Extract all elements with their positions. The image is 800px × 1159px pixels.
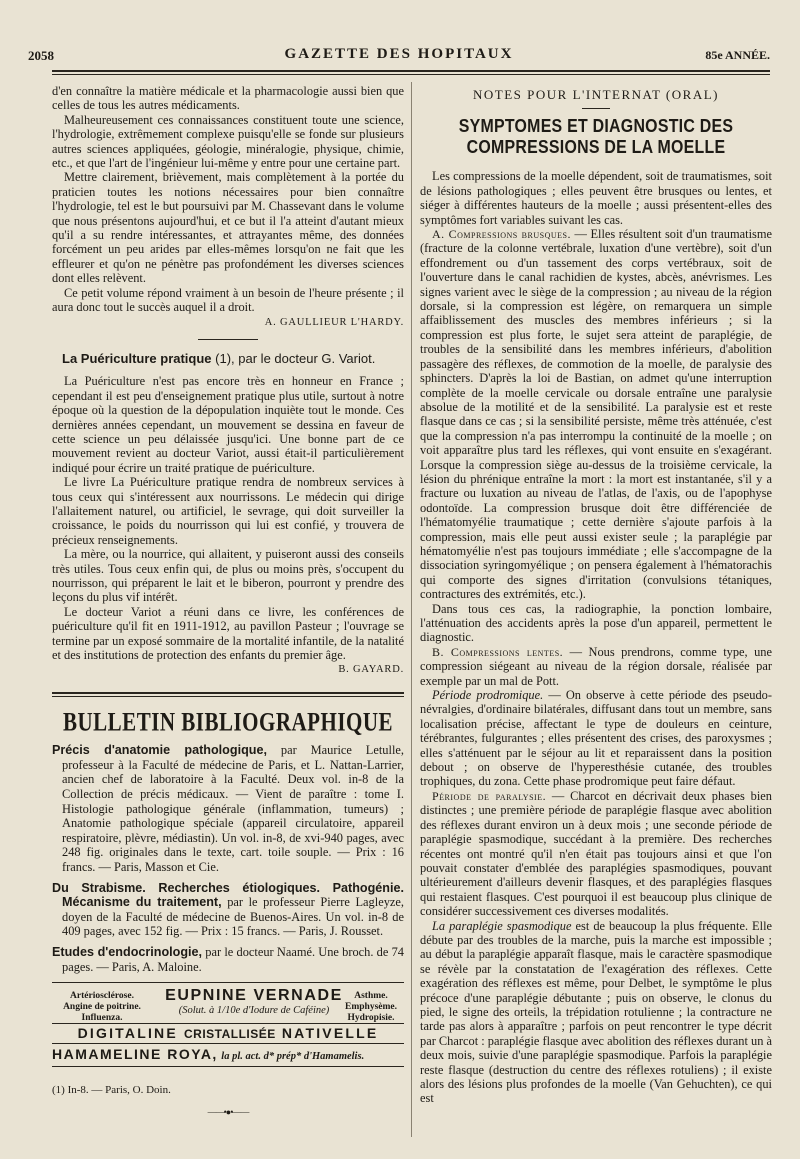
signature: B. GAYARD. [338, 664, 404, 676]
bib-text: par le professeur Pierre Lagleyze, doyen de la Faculté de médecine de Buenos-Aires. Un vol. in-8 de 409 pages, avec 152 fig. — Prix : 15 francs. — Paris, J. Rousset. [62, 895, 404, 939]
bibliography-entry [52, 743, 404, 874]
paragraph: Les compressions de la moelle dépendent, soit de traumatismes, soit de lésions pathologiques ; elles peuvent être brusques ou lentes, et siéger à différentes hauteurs de la moelle ; aussi présentent-elles des symptômes fort variables suivant les cas. [420, 169, 772, 227]
right-column [420, 84, 772, 1139]
bibliography-entry [52, 881, 404, 939]
bib-title: Etudes d'endocrinologie, [52, 944, 203, 959]
subsection-heading: A. Compressions brusques. [432, 227, 571, 242]
column-divider [411, 82, 412, 1137]
ad-indication: Artériosclérose. [70, 991, 134, 1002]
paragraph: d'en connaître la matière médicale et la pharmacologie aussi bien que celles de tous les autres médicaments. [52, 84, 404, 113]
paragraph-text: est de beaucoup la plus fréquente. Elle débute par des troubles de la marche, puis la marche est impossible ; au début la paraplégie apparaît flasque, mais le caractère spasmodique se révèle par la constatation de l'exagération des réflexes. Cette exagération des réflexes est même, pour Delbet, le symptôme le plus précoce d'une paraplégie débutante ; puis on observe, le clonus du pied, le signe des orteils, la trépidation rotulienne ; la contracture ne tarde pas alors à apparaître ; parfois on peut rencontrer le type décrit par Charcot : paraplégie flasque avec abolition des réflexes durant un à deux mois, suivie d'une paraplégie spasmodique. Parfois la paraplégie reste flasque (destruction du centre des réflexes rotuliens) ; il existe alors des lésions plus profondes de la moelle (Van Gehuchten), ce qui est [420, 918, 773, 1106]
ad-indication: Hydropisie. [347, 1013, 395, 1024]
ad-hamameline [52, 1044, 404, 1067]
paragraph: Ce petit volume répond vraiment à un besoin de l'heure présente ; il aura donc tout le succès auquel il a droit. [52, 285, 404, 315]
journal-title: GAZETTE DES HOPITAUX [284, 46, 514, 62]
paragraph [420, 919, 772, 1106]
paragraph-text: — Elles résultent soit d'un traumatisme (fracture de la colonne vertébrale, luxation d'une vertèbre), soit d'un effondrement ou d'un tassement des corps vertébraux, soit de l'ouverture dans le canal rachidien de kystes, abcès, anévrismes. Les signes varient avec le siège de la compression ; au niveau de la région dorsale, si la compression est légère, on remarquera un simple affaiblissement des muscles des membres inférieurs ; si la compression est plus forte, le sujet sera atteint de paraplégie, de troubles de la sensibilité dans les membres inférieurs, d'abolition passagère des réflexes, de commotion de la moelle, de paralysie des sphincters. D'après la loi de Bastian, on admet qu'une interruption complète de la moelle cervicale ou dorsale entraîne une paralysie absolue de la motilité et de la sensibilité. La paralysie est et reste flasque dans ce cas ; si la sensibilité persiste, même très atténuée, c'est que la compression n'a pas interrompu la continuité de la moelle ; on voit apparaître plus tard les réflexes, qui vont ensuite en s'exagérant. Lorsque la compression siège au-dessus de la troisième cervicale, la lésion du phrénique entraîne la mort : la mort est instantanée, s'il y a fracture ou luxation au niveau de l'atlas, de l'axis, ou de l'apophyse odontoïde. La compression brusque doit être différenciée de l'hématomyélie traumatique ; cette dernière s'ajoute parfois à la compression, mais elle peut aussi exister seule ; la paraplégie par hématomyélie n'est pas toujours immédiate ; elle s'accompagne de la dissociation syringomyélique ; on pensera également à l'hématorachis qui comporte des signes d'irritation (convulsions tétaniques, contractures des extrémités, etc.). [420, 227, 772, 602]
ad-indication: Emphysème. [345, 1002, 397, 1013]
ad-indication: Influenza. [81, 1013, 123, 1024]
section-rule [198, 339, 258, 340]
paragraph-text: — Charcot en décrivait deux phases bien distinctes ; une première période de paraplégie flasque avec abolition des réflexes durant environ un à deux mois ; une seconde période de paraplégie spasmodique, succédant à la première. Des recherches récentes ont montré qu'il n'en était pas toujours ainsi et que l'on pouvait constater d'emblée des paraplégies spasmodiques, pouvant ultérieurement d'ailleurs devenir flasques, et des paraplégies flasques qui restaient flasques. C'est pourquoi il est beaucoup plus clinique de considérer successivement ces diverses modalités. [420, 788, 772, 919]
end-ornament: ——•●•—— [207, 1107, 249, 1118]
header-rule [52, 70, 770, 72]
paragraph: Malheureusement ces connaissances constituent toute une science, l'hydrologie, extrêmement complexe puisqu'elle se fonde sur plusieurs autres sciences appliquées, géologie, minéralogie, physique, chimie, etc., et que l'art de l'ingénieur lui-même y entre pour une certaine part. [52, 112, 404, 171]
bib-title: Du Strabisme. Recherches étiologiques. Pathogénie. Mécanisme du traitement, [52, 880, 404, 910]
signature: A. GAULLIEUR L'HARDY. [264, 316, 404, 328]
section-rubric: NOTES POUR L'INTERNAT (ORAL) [473, 87, 719, 102]
year-label: 85e ANNÉE. [705, 48, 770, 62]
ad-digitaline-brand: NATIVELLE [281, 1025, 379, 1042]
bibliography-entry [52, 945, 404, 974]
review-book-author: (1), par le docteur G. Variot. [215, 350, 376, 366]
ad-digitaline-name: DIGITALINE [77, 1025, 178, 1042]
left-column [52, 84, 404, 1139]
paragraph: Le docteur Variot a réuni dans ce livre, les conférences de puériculture qu'il fit en 1911-1912, au pavillon Pasteur ; l'ouvrage se termine par un exposé sommaire de la mortalité infantile, de la natalité et des institutions de protection des enfants du premier âge. [52, 604, 404, 663]
article-title: SYMPTOMES ET DIAGNOSTIC DES COMPRESSIONS DE LA MOELLE [458, 115, 734, 158]
paragraph-text: — On observe à cette période des pseudo-névralgies, d'ordinaire bilatérales, diffusant dans tout un membre, sans localisation précise, affectant le type de douleurs en ceinture, térébrantes, fulgurantes ; elles présentent des crises, des paroxysmes ; elles s'atténuent par le séjour au lit et reparaissent dans la position debout ; on observe de l'hyperesthésie cutanée, des troubles trophiques, du zona. Cette phase prodromique peut faire défaut. [420, 688, 772, 789]
subsection-heading: La paraplégie spasmodique [432, 918, 572, 933]
paragraph: La mère, ou la nourrice, qui allaitent, y puiseront aussi des conseils très utiles. Tous ceux enfin qui, de plus ou moins près, s'occupent du nourrisson, qui préparent le lait et le biberon, pourront y prendre des leçons du plus vif intérêt. [52, 547, 404, 605]
paragraph [420, 789, 772, 919]
ad-indications-right [338, 991, 404, 1024]
ad-indication: Asthme. [354, 991, 388, 1002]
subsection-heading: Période de paralysie. [432, 788, 547, 803]
paragraph-text: — Nous prendrons, comme type, une compression siégeant au niveau de la région dorsale, réalisée par exemple par un mal de Pott. [420, 644, 772, 688]
paragraph: Le livre La Puériculture pratique rendra de nombreux services à tous ceux qui s'intéressent aux nourrissons. Le médecin qui dirige l'allaitement naturel, ou artificiel, le sevrage, qui doit surveiller la croissance, le poids du nourrisson qui lui est confié, y trouvera de précieux renseignements. [52, 475, 404, 547]
ad-brand-block [156, 989, 352, 1018]
bib-title: Précis d'anatomie pathologique, [52, 743, 267, 758]
ad-formula: (Solut. à 1/10e d'Iodure de Caféine) [178, 1004, 330, 1016]
paragraph: Dans tous ces cas, la radiographie, la ponction lombaire, l'atténuation des accidents après la pose d'un appareil, permettent le diagnostic. [420, 601, 772, 645]
ad-hamameline-name: HAMAMELINE ROYA, [52, 1045, 218, 1062]
subsection-heading: B. Compressions lentes. [432, 644, 564, 659]
paragraph: La Puériculture n'est pas encore très en honneur en France ; cependant il est peu d'enseignement pratique plus utile, surtout à notre époque où la question de la dépopulation inquiète tout le monde. Ces dernières années cependant, un mouvement se dessina en faveur de cette science un peu délaissée jusqu'ici. Une bonne part de ce mouvement revient au docteur Variot, aussi était-il particulièrement indiqué pour écrire un traité pratique de puériculture. [52, 374, 404, 475]
bulletin-title: BULLETIN BIBLIOGRAPHIQUE [63, 706, 393, 737]
ad-indications-left [52, 991, 152, 1024]
section-double-rule [52, 692, 404, 697]
paragraph [420, 227, 772, 602]
advertisement [52, 982, 404, 1067]
paragraph [420, 645, 772, 688]
footnote: (1) In-8. — Paris, O. Doin. [52, 1083, 171, 1096]
rubric-rule [582, 108, 610, 109]
ad-hamameline-desc: la pl. act. d* prép* d'Hamamelis. [221, 1050, 365, 1062]
paragraph: Mettre clairement, brièvement, mais complètement à la portée du praticien toutes les notions nécessaires pour bien connaître l'hydrologie, tel est le but poursuivi par M. Chassevant dans le volume que nous présentons aujourd'hui, et ce but il l'a atteint d'autant mieux qu'il a su rendre intéressantes, et attrayantes même, des données forcément un peu arides par elles-mêmes lorsqu'on ne fait que les effleurer et qu'on ne pénètre pas profondément les diverses sciences dont elles relèvent. [52, 170, 404, 286]
review-book-title: La Puériculture pratique [62, 350, 212, 366]
ad-digitaline-form: CRISTALLISÉE [183, 1027, 276, 1042]
page-number: 2058 [28, 48, 54, 63]
ad-digitaline [52, 1023, 404, 1043]
review-heading [62, 352, 404, 366]
header-rule-thin [52, 74, 770, 75]
paragraph [420, 688, 772, 789]
bib-text: par Maurice Letulle, professeur à la Faculté de médecine de Paris, et L. Nattan-Larrier, ancien chef de laboratoire à la Faculté. Deux vol. in-8 de la Collection de précis médicaux. — Vient de paraître : tome I. Histologie pathologique générale (inflammation, tumeurs) ; Anatomie pathologique spéciale (appareil circulatoire, appareil respiratoire, plèvre, médiastin). Un vol. in-8, de xvi-940 pages, avec 248 fig. originales dans le texte, cart. toile souple. — Prix : 16 francs. — Paris, Masson et Cie. [62, 743, 404, 874]
running-header [28, 44, 770, 66]
ad-brand: EUPNINE VERNADE [165, 987, 343, 1005]
bib-text: par le docteur Naamé. Une broch. de 74 pages. — Paris, A. Maloine. [62, 944, 404, 974]
subsection-heading: Période prodromique. [432, 688, 544, 703]
ad-eupnine [52, 989, 404, 1023]
ad-indication: Angine de poitrine. [63, 1002, 141, 1013]
